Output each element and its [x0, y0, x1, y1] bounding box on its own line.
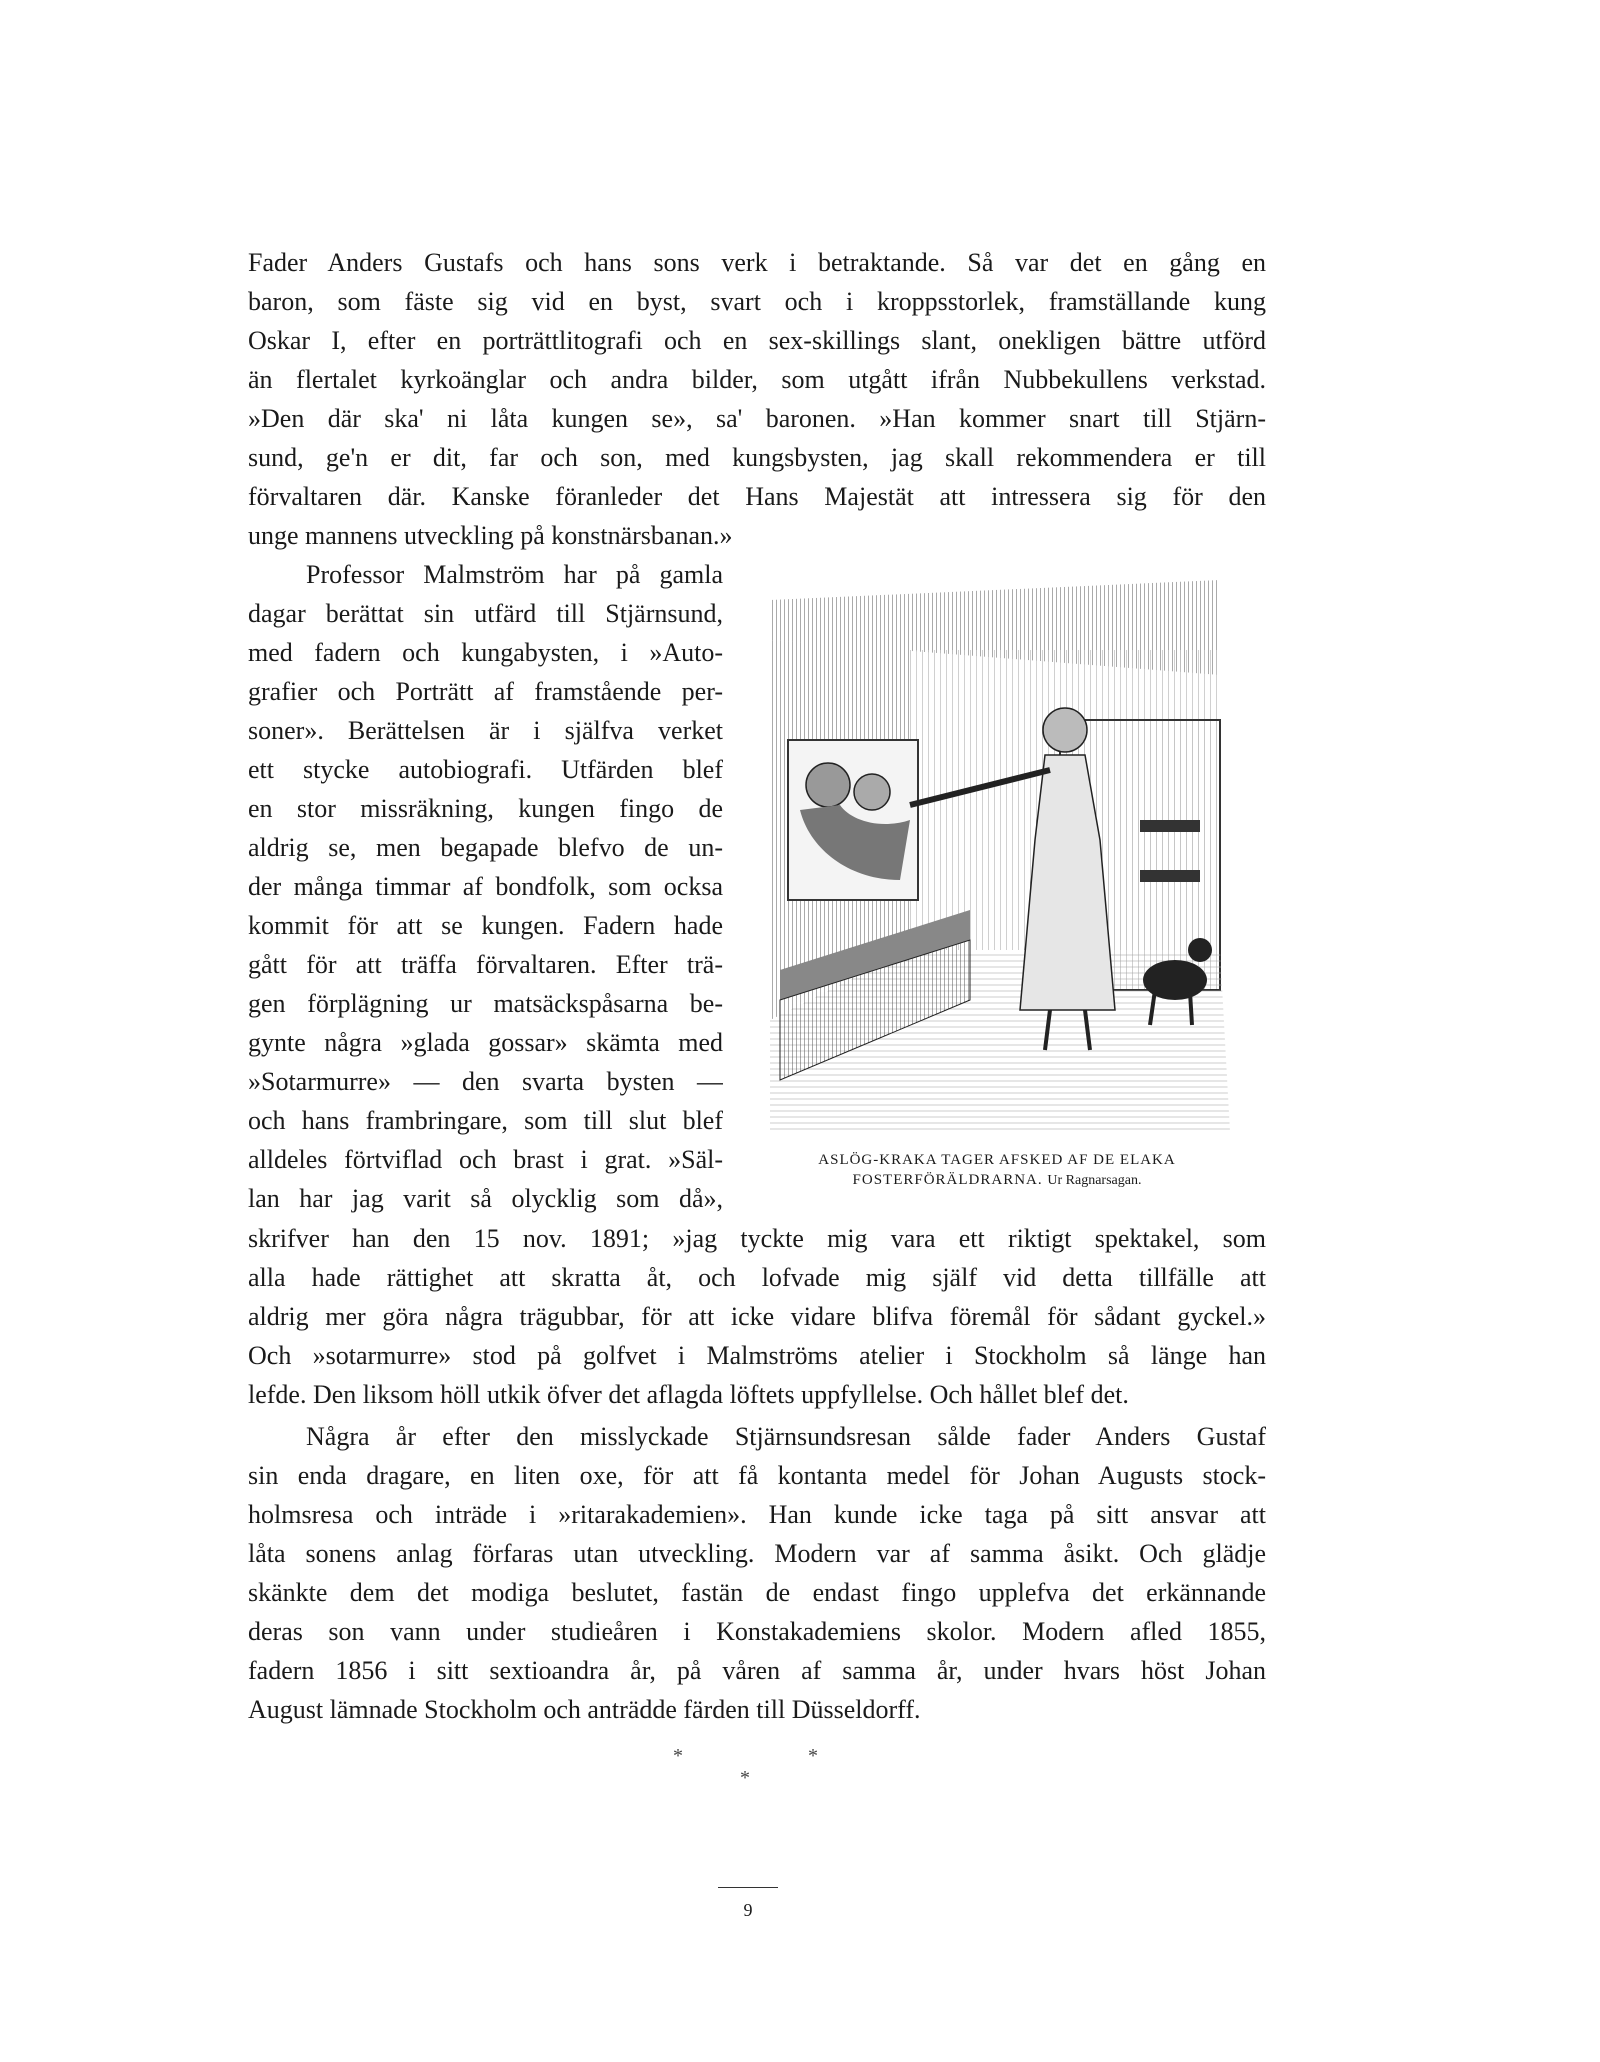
text-line: låta sonens anlag förfaras utan utveckling. Modern var af samma åsikt. Och glädje [248, 1539, 1266, 1568]
engraving-drawing [760, 580, 1230, 1132]
engraving-illustration [760, 580, 1230, 1132]
paragraph-third [248, 1417, 1266, 1729]
section-ornament [640, 1745, 860, 1805]
text-line: kommit för att se kungen. Fadern hade [248, 911, 723, 940]
text-line: baron, som fäste sig vid en byst, svart och i kroppsstorlek, framställande kung [248, 287, 1266, 316]
text-line: Oskar I, efter en porträttlitografi och en sex-skillings slant, onekligen bättre utförd [248, 326, 1266, 355]
text-line: skrifver han den 15 nov. 1891; »jag tyckte mig vara ett riktigt spektakel, som [248, 1224, 1266, 1253]
text-line: med fadern och kungabysten, i »Auto- [248, 638, 723, 667]
text-line: ett stycke autobiografi. Utfärden blef [248, 755, 723, 784]
text-line: gått för att träffa förvaltaren. Efter trä- [248, 950, 723, 979]
text-line: unge mannens utveckling på konstnärsbanan.» [248, 521, 733, 550]
text-line: gen förplägning ur matsäckspåsarna be- [248, 989, 723, 1018]
text-line: aldrig mer göra några trägubbar, för att icke vidare blifva föremål för sådant gyckel.» [248, 1302, 1266, 1331]
text-line: fadern 1856 i sitt sextioandra år, på våren af samma år, under hvars höst Johan [248, 1656, 1266, 1685]
text-line: dagar berättat sin utfärd till Stjärnsund, [248, 599, 723, 628]
divider-rule [718, 1887, 778, 1888]
text-line: holmsresa och inträde i »ritarakademien». Han kunde icke taga på sitt ansvar att [248, 1500, 1266, 1529]
text-line: alldeles förtviflad och brast i grat. »Säl- [248, 1145, 723, 1174]
text-line: Professor Malmström har på gamla [306, 560, 723, 589]
text-line: »Sotarmurre» — den svarta bysten — [248, 1067, 723, 1096]
text-line: gynte några »glada gossar» skämta med [248, 1028, 723, 1057]
text-line: Några år efter den misslyckade Stjärnsundsresan sålde fader Anders Gustaf [306, 1422, 1266, 1451]
page-number: 9 [743, 1900, 753, 1920]
caption-source: Ur Ragnarsagan. [1047, 1173, 1142, 1188]
text-line: än flertalet kyrkoänglar och andra bilder, som utgått ifrån Nubbekullens verkstad. [248, 365, 1266, 394]
text-line: och hans frambringare, som till slut blef [248, 1106, 723, 1135]
text-line: en stor missräkning, kungen fingo de [248, 794, 723, 823]
paragraph-left-column [248, 555, 723, 1218]
text-line: »Den där ska' ni låta kungen se», sa' baronen. »Han kommer snart till Stjärn- [248, 404, 1266, 433]
caption-line: ASLÖG-KRAKA TAGER AFSKED AF DE ELAKA [818, 1152, 1176, 1168]
text-line: sin enda dragare, en liten oxe, för att få kontanta medel för Johan Augusts stock- [248, 1461, 1266, 1490]
text-line: sund, ge'n er dit, far och son, med kungsbysten, jag skall rekommendera er till [248, 443, 1266, 472]
figure-caption [742, 1150, 1252, 1191]
text-line: grafier och Porträtt af framstående per- [248, 677, 723, 706]
text-line: August lämnade Stockholm och anträdde färden till Düsseldorff. [248, 1695, 921, 1724]
text-line: Fader Anders Gustafs och hans sons verk i betraktande. Så var det en gång en [248, 248, 1266, 277]
text-line: alla hade rättighet att skratta åt, och lofvade mig själf vid detta tillfälle att [248, 1263, 1266, 1292]
text-line: Och »sotarmurre» stod på golfvet i Malmströms atelier i Stockholm så länge han [248, 1341, 1266, 1370]
caption-line-text: FOSTERFÖRÄLDRARNA. [852, 1172, 1043, 1188]
text-line: der många timmar af bondfolk, som ocksa [248, 872, 723, 901]
text-line: aldrig se, men begapade blefvo de un- [248, 833, 723, 862]
star-glyph: * [740, 1767, 750, 1789]
caption-line [742, 1170, 1252, 1191]
text-line: förvaltaren där. Kanske föranleder det Hans Majestät att intressera sig för den [248, 482, 1266, 511]
star-glyph: * [808, 1745, 818, 1767]
star-glyph: * [673, 1745, 683, 1767]
text-line: skänkte dem det modiga beslutet, fastän de endast fingo upplefva det erkännande [248, 1578, 1266, 1607]
text-line: deras son vann under studieåren i Konstakademiens skolor. Modern afled 1855, [248, 1617, 1266, 1646]
text-line: lefde. Den liksom höll utkik öfver det aflagda löftets uppfyllelse. Och hållet blef det. [248, 1380, 1129, 1409]
paragraph-continued [248, 1219, 1266, 1414]
paragraph-top [248, 243, 1266, 555]
text-line: lan har jag varit så olycklig som då», [248, 1184, 723, 1213]
text-line: soner». Berättelsen är i själfva verket [248, 716, 723, 745]
